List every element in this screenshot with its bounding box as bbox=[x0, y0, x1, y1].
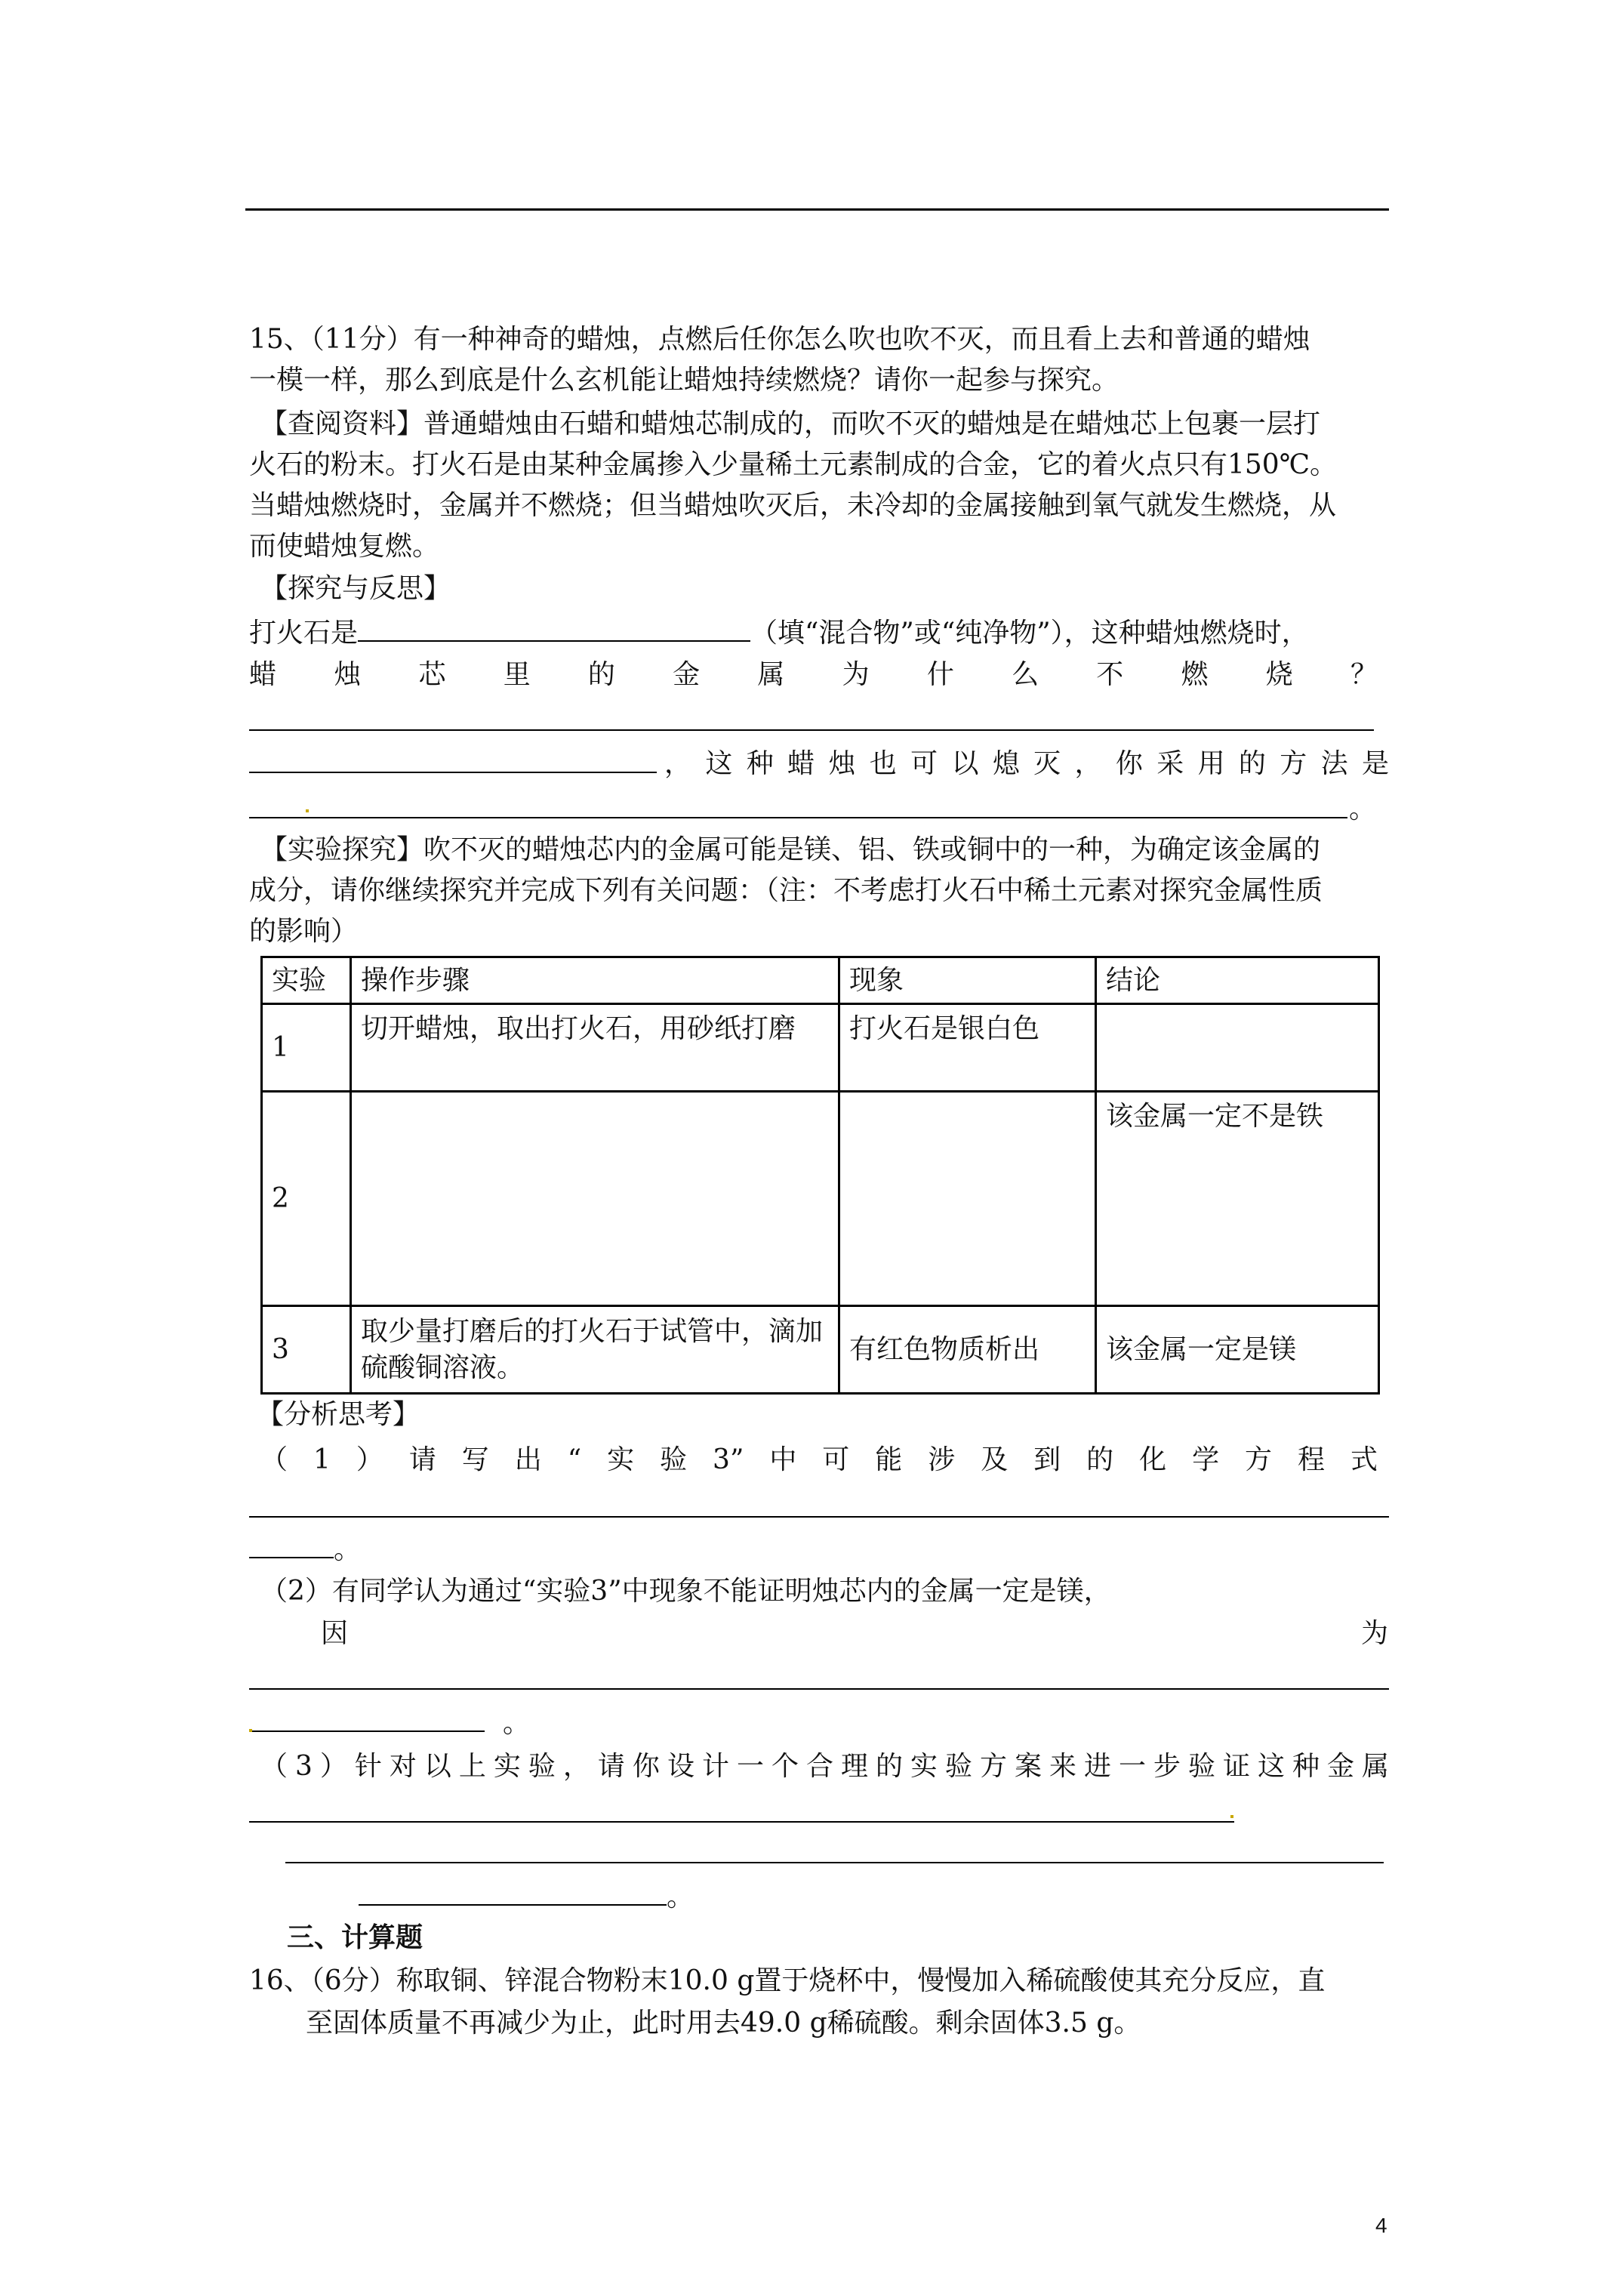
page-number: 4 bbox=[1375, 2214, 1387, 2237]
info-line1: 【查阅资料】普通蜡烛由石蜡和蜡烛芯制成的，而吹不灭的蜡烛是在蜡烛芯上包裹一层打 bbox=[260, 408, 1321, 439]
row-number: 2 bbox=[262, 1092, 351, 1306]
answer-blank-q1[interactable] bbox=[249, 1533, 334, 1558]
experiment-table bbox=[260, 956, 1380, 1395]
step-cell: 切开蜡烛，取出打火石，用砂纸打磨 bbox=[351, 1004, 839, 1092]
answer-blank-3[interactable] bbox=[249, 747, 657, 773]
header-cell: 实验 bbox=[262, 957, 351, 1004]
reflect-q1-suffix: （填“混合物”或“纯净物”），这种蜡烛燃烧时， bbox=[750, 618, 1309, 649]
answer-line-q3b[interactable] bbox=[285, 1862, 1384, 1863]
q15-line2: 一模一样，那么到底是什么玄机能让蜡烛持续燃烧？请你一起参与探究。 bbox=[249, 365, 1119, 396]
info-line3: 当蜡烛燃烧时，金属并不燃烧；但当蜡烛吹灭后，未冷却的金属接触到氧气就发生燃烧，从 bbox=[249, 490, 1337, 521]
exp-line1: 【实验探究】吹不灭的蜡烛芯内的金属可能是镁、铝、铁或铜中的一种，为确定该金属的 bbox=[260, 834, 1321, 865]
conclusion-cell: 该金属一定不是铁 bbox=[1096, 1092, 1379, 1306]
table-row bbox=[262, 1092, 1379, 1306]
info-line4: 而使蜡烛复燃。 bbox=[249, 531, 440, 562]
header-rule bbox=[245, 208, 1389, 211]
row-number: 1 bbox=[262, 1004, 351, 1092]
phenomenon-cell[interactable] bbox=[839, 1092, 1096, 1306]
speck-mark bbox=[1230, 1815, 1233, 1818]
speck-mark bbox=[249, 1729, 252, 1732]
answer-blank-q2[interactable] bbox=[249, 1706, 485, 1732]
reflect-q3: ，这种蜡烛也可以熄灭，你采用的方法是 bbox=[664, 748, 1389, 779]
phenomenon-cell: 打火石是银白色 bbox=[839, 1004, 1096, 1092]
row-number: 3 bbox=[262, 1306, 351, 1394]
reflect-heading: 【探究与反思】 bbox=[260, 573, 451, 604]
answer-blank-1[interactable] bbox=[358, 616, 750, 642]
answer-line-q1[interactable] bbox=[249, 1516, 1389, 1518]
analysis-q2-yin: 因 bbox=[321, 1618, 349, 1649]
analysis-q2-end-row bbox=[249, 1706, 530, 1740]
speck-mark bbox=[306, 809, 309, 812]
analysis-q2: （2）有同学认为通过“实验3”中现象不能证明烛芯内的金属一定是镁， bbox=[260, 1576, 1111, 1607]
q16-line2: 至固体质量不再减少为止，此时用去49.0 g稀硫酸。剩余固体3.5 g。 bbox=[306, 2008, 1141, 2039]
analysis-q3-end: 。 bbox=[667, 1881, 694, 1912]
analysis-q1-end-row bbox=[249, 1533, 361, 1567]
calc-heading: 三、计算题 bbox=[287, 1922, 423, 1953]
exp-line2: 成分，请你继续探究并完成下列有关问题：（注：不考虑打火石中稀土元素对探究金属性质 bbox=[249, 875, 1323, 906]
conclusion-cell: 该金属一定是镁 bbox=[1096, 1306, 1379, 1394]
reflect-q3-end: 。 bbox=[1349, 794, 1377, 824]
header-cell: 现象 bbox=[839, 957, 1096, 1004]
info-line2: 火石的粉末。打火石是由某种金属掺入少量稀土元素制成的合金，它的着火点只有150℃。 bbox=[249, 449, 1337, 480]
q15-line1: 15、（11分）有一种神奇的蜡烛，点燃后任你怎么吹也吹不灭，而且看上去和普通的蜡烛 bbox=[249, 324, 1310, 355]
reflect-q3-row bbox=[249, 747, 657, 781]
analysis-heading: 【分析思考】 bbox=[257, 1399, 420, 1430]
table-row bbox=[262, 1004, 1379, 1092]
table-row bbox=[262, 1306, 1379, 1394]
conclusion-cell[interactable] bbox=[1096, 1004, 1379, 1092]
phenomenon-cell: 有红色物质析出 bbox=[839, 1306, 1096, 1394]
answer-line-2[interactable] bbox=[249, 729, 1374, 731]
reflect-q1-prefix: 打火石是 bbox=[249, 618, 359, 649]
step-cell: 取少量打磨后的打火石于试管中，滴加硫酸铜溶液。 bbox=[351, 1306, 839, 1394]
header-cell: 结论 bbox=[1096, 957, 1379, 1004]
analysis-q1-end: 。 bbox=[334, 1534, 362, 1565]
answer-blank-q3[interactable] bbox=[359, 1880, 667, 1906]
analysis-q3: （3）针对以上实验，请你设计一个合理的实验方案来进一步验证这种金属 bbox=[260, 1751, 1389, 1782]
step-cell[interactable] bbox=[351, 1092, 839, 1306]
analysis-q3-end-row bbox=[359, 1880, 694, 1914]
exp-line3: 的影响） bbox=[249, 916, 359, 947]
table-header-row bbox=[262, 957, 1379, 1004]
analysis-q1: （1）请写出“实验3”中可能涉及到的化学方程式 bbox=[260, 1444, 1378, 1475]
answer-line-4[interactable] bbox=[249, 817, 1347, 818]
answer-line-q3a[interactable] bbox=[249, 1821, 1234, 1823]
analysis-q2-wei: 为 bbox=[1361, 1618, 1389, 1649]
reflect-q2: 蜡烛芯里的金属为什么不燃烧？ bbox=[249, 659, 1378, 690]
answer-line-q2[interactable] bbox=[249, 1688, 1389, 1690]
header-cell: 操作步骤 bbox=[351, 957, 839, 1004]
reflect-q1 bbox=[249, 616, 1309, 650]
analysis-q2-end: 。 bbox=[503, 1708, 531, 1739]
q16-line1: 16、（6分）称取铜、锌混合物粉末10.0 g置于烧杯中，慢慢加入稀硫酸使其充分反应，直 bbox=[249, 1965, 1326, 1996]
